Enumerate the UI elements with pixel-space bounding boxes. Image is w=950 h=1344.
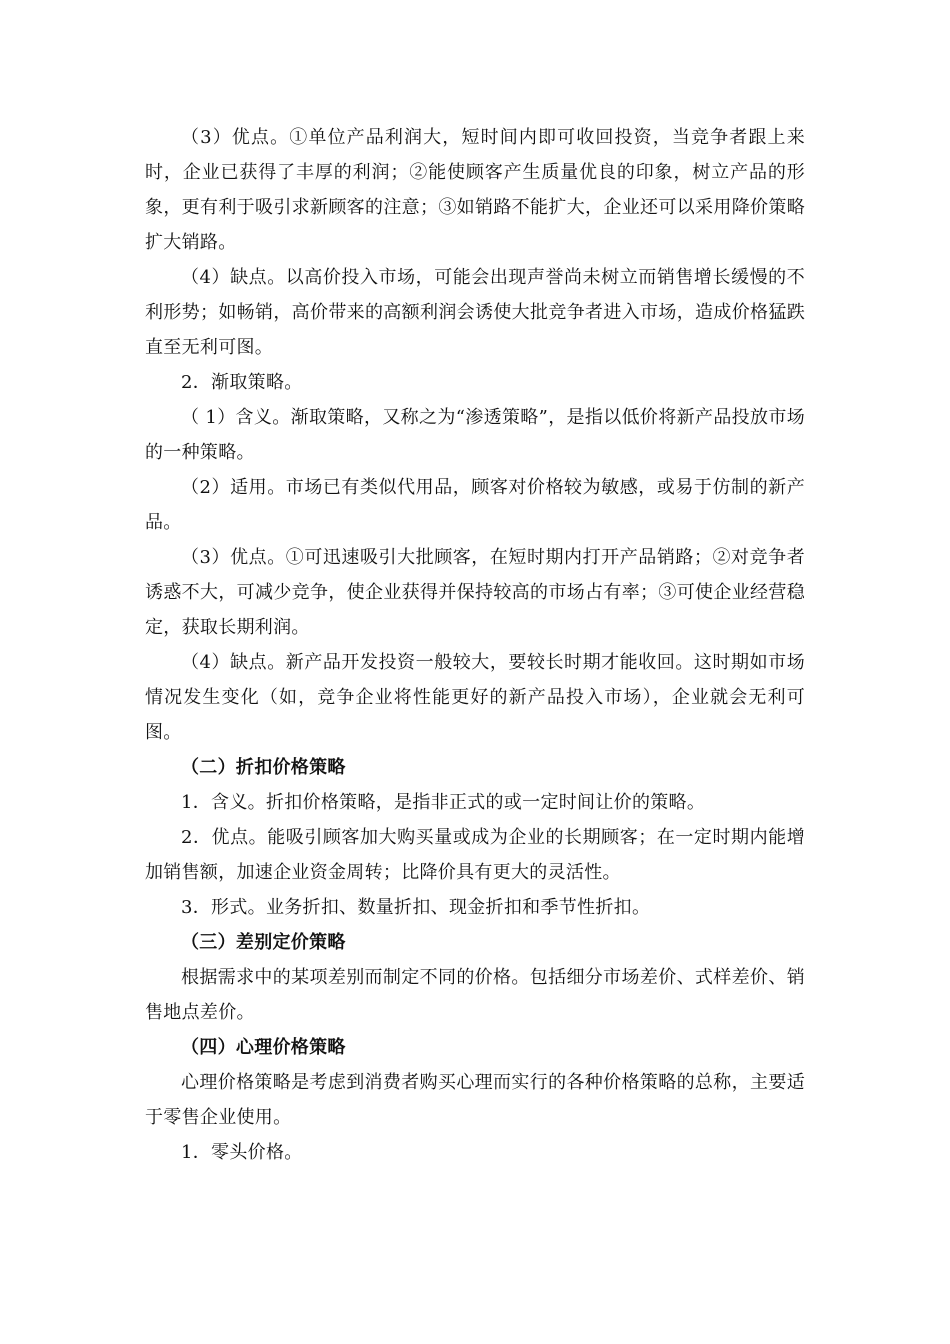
paragraph-discount-advantages: 2．优点。能吸引顾客加大购买量或成为企业的长期顾客；在一定时期内能增加销售额，加速企业资金周转；比降价具有更大的灵活性。 (145, 827, 805, 883)
paragraph-discount-meaning: 1．含义。折扣价格策略，是指非正式的或一定时间让价的策略。 (181, 792, 706, 813)
paragraph-penetration-meaning: （ 1）含义。渐取策略，又称之为“渗透策略”，是指以低价将新产品投放市场的一种策略。 (145, 407, 805, 463)
paragraph-discount-forms: 3．形式。业务折扣、数量折扣、现金折扣和季节性折扣。 (181, 897, 651, 918)
heading-discount-pricing: （二）折扣价格策略 (181, 757, 346, 778)
paragraph-skimming-disadvantages: （4）缺点。以高价投入市场，可能会出现声誉尚未树立而销售增长缓慢的不利形势；如畅销，高价带来的高额利润会诱使大批竞争者进入市场，造成价格猛跌直至无利可图。 (145, 267, 805, 358)
paragraph-penetration-advantages: （3）优点。①可迅速吸引大批顾客，在短时期内打开产品销路；②对竞争者诱惑不大，可减少竞争，使企业获得并保持较高的市场占有率；③可使企业经营稳定，获取长期利润。 (145, 547, 805, 638)
heading-differential-pricing: （三）差别定价策略 (181, 932, 346, 953)
document-body (145, 120, 805, 1170)
paragraph-penetration-application: （2）适用。市场已有类似代用品，顾客对价格较为敏感，或易于仿制的新产品。 (145, 477, 805, 533)
paragraph-odd-pricing: 1．零头价格。 (181, 1142, 303, 1163)
paragraph-differential-pricing: 根据需求中的某项差别而制定不同的价格。包括细分市场差价、式样差价、销售地点差价。 (145, 967, 805, 1023)
paragraph-skimming-advantages: （3）优点。①单位产品利润大，短时间内即可收回投资，当竞争者跟上来时，企业已获得了丰厚的利润；②能使顾客产生质量优良的印象，树立产品的形象，更有利于吸引求新顾客的注意；③如销路不能扩大，企业还可以采用降价策略扩大销路。 (145, 127, 805, 253)
heading-psychological-pricing: （四）心理价格策略 (181, 1037, 346, 1058)
paragraph-penetration-disadvantages: （4）缺点。新产品开发投资一般较大，要较长时期才能收回。这时期如市场情况发生变化（如，竞争企业将性能更好的新产品投入市场），企业就会无利可图。 (145, 652, 805, 743)
paragraph-penetration-title: 2．渐取策略。 (181, 372, 303, 393)
paragraph-psychological-pricing: 心理价格策略是考虑到消费者购买心理而实行的各种价格策略的总称，主要适于零售企业使用。 (145, 1072, 805, 1128)
